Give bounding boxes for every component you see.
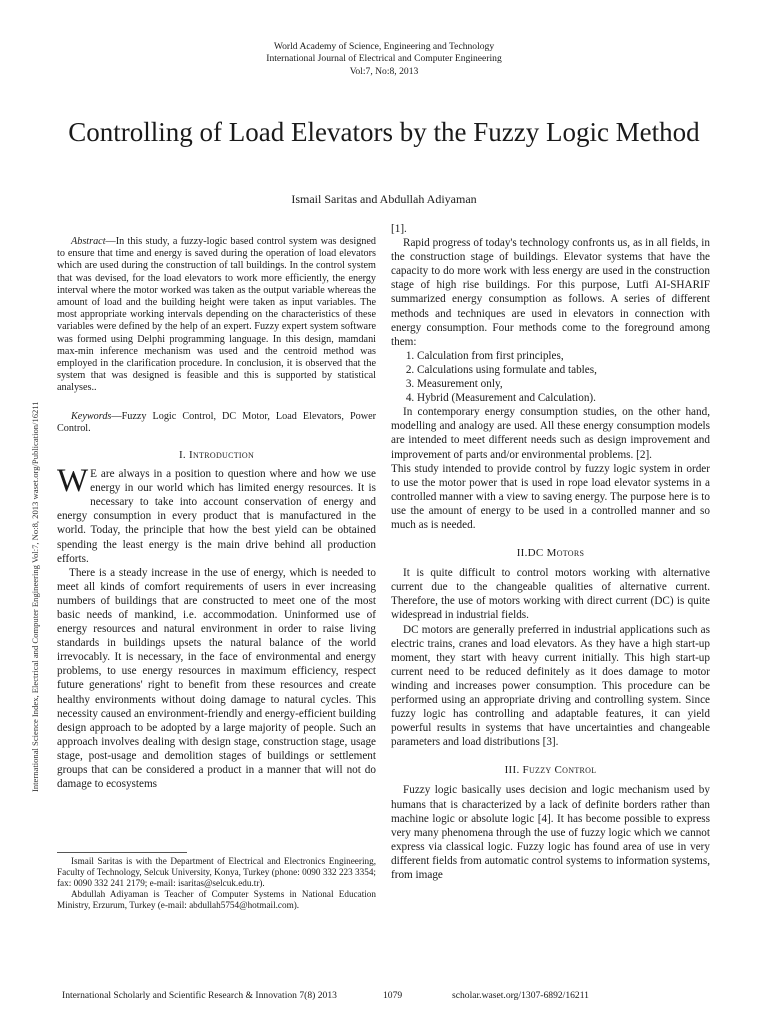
- section-heading-fuzzy-control: III. Fuzzy Control: [504, 764, 597, 777]
- method-list: [391, 349, 710, 405]
- page-number: 1079: [383, 990, 403, 1001]
- keywords-text: —Fuzzy Logic Control, DC Motor, Load Elevators, Power Control.: [57, 410, 376, 434]
- method-list-item: 1. Calculation from first principles,: [417, 349, 710, 363]
- right-paragraph-1: Rapid progress of today's technology confronts us, as in all fields, in the construction stage of buildings. Elevator systems that have the capacity to do more work with less energy are used in the construction stage of high rise buildings. For this purpose, Lutfi AI-SHARIF summarized energy consumption as follows. A series of different methods and techniques are used in elevators in connection with energy consumption. Four methods come to the foreground among them:: [391, 237, 710, 348]
- abstract-label: Abstract: [71, 236, 106, 247]
- method-list-item: 4. Hybrid (Measurement and Calculation).: [417, 391, 710, 405]
- right-paragraph-5: DC motors are generally preferred in industrial applications such as electric trains, cranes and load elevators. As they have a high start-up moment, they start with heavy current initially. This high start-up current need to be reduced definitely as it does damage to motor winding and increases power consumption. This procedure can be performed using an appropriate driving and controlling system. Since fuzzy logic has controlling and adaptable features, it can yield powerful results in systems that have uncertainties and changeable parameters and load distributions [3].: [391, 623, 710, 749]
- header-publisher: World Academy of Science, Engineering and Technology: [273, 41, 495, 52]
- left-column: [57, 236, 376, 791]
- right-paragraph-2: In contemporary energy consumption studies, on the other hand, modelling and analogy are used. All these energy consumption models are intended to meet different needs such as design improvement and improvement of parts and/or environmental problems. [2].: [391, 406, 710, 461]
- method-list-item: 2. Calculations using formulate and tables,: [417, 363, 710, 377]
- footer-publisher: International Scholarly and Scientific Research & Innovation 7(8) 2013: [62, 990, 337, 1001]
- right-paragraph-6: Fuzzy logic basically uses decision and logic mechanism used by humans that is characterized by a lack of definite borders rather than machine logic or absolute logic [4]. It has become possible to express very many phenomena through the use of fuzzy logic which we cannot express via classical logic. Fuzzy logic has found area of use in very different fields from automatic control systems to information systems, from image: [391, 784, 710, 882]
- right-paragraph-4: It is quite difficult to control motors working with alternative current due to the changeable qualities of alternative current. Therefore, the use of motors working with direct current (DC) is quite widespread in industrial fields.: [391, 567, 710, 622]
- reference-continuation: [1].: [391, 223, 407, 235]
- abstract-text: —In this study, a fuzzy-logic based control system was designed to ensure that time and energy is saved during the operation of load elevators which are used during the construction of tall buildings. In the control system that was devised, for the load elevators to work more efficiently, the energy interval where the motor worked was taken as the output variable whereas the amount of load and the building height were taken as input variables. The most appropriate working intervals depending on the characteristics of these variables were defined by the help of an expert. Fuzzy expert system software was formed using Delphi programming language. In this design, mamdani max-min inference mechanism was used and the centroid method was employed in the clarification procedure. In conclusion, it is observed that the system that was designed is feasible and this is supported by statistical analyses..: [57, 236, 376, 394]
- footnote-1: Ismail Saritas is with the Department of Electrical and Electronics Engineering, Faculty of Technology, Selcuk University, Konya, Turkey (phone: 0090 332 223 3354; fax: 0090 332 241 2179; e-mail: isaritas@selcuk.edu.tr).: [57, 856, 376, 889]
- intro-paragraph-1: [57, 463, 376, 566]
- side-citation-text: International Science Index, Electrical and Computer Engineering Vol:7, No:8, 2013 waset.org/Publication/16211: [30, 401, 40, 792]
- header-volume: Vol:7, No:8, 2013: [349, 65, 419, 77]
- footer-url: scholar.waset.org/1307-6892/16211: [452, 990, 589, 1001]
- method-list-item: 3. Measurement only,: [417, 377, 710, 391]
- right-column: [391, 222, 710, 882]
- drop-cap: W: [57, 463, 89, 500]
- keywords-label: Keywords: [71, 410, 112, 422]
- intro-paragraph-1-text: E are always in a position to question where and how we use energy in our world which has limited energy resources. It is necessary to take into account conservation of energy and energy consumption in every product that is manufactured in the world. Today, the principle that how the best yield can be obtained spending the least energy is the main drive behind all production efforts.: [57, 468, 376, 565]
- right-paragraph-3: This study intended to provide control by fuzzy logic system in order to use the motor power that is used in rope load elevator systems in a controlled manner with a view to saving energy. The purpose here is to use the amount of energy to be used in a controlled manner and so much as is needed.: [391, 462, 710, 531]
- section-heading-introduction: I. Introduction: [178, 449, 255, 462]
- paper-title: Controlling of Load Elevators by the Fuzzy Logic Method: [68, 117, 700, 147]
- section-heading-dc-motors: II.DC Motors: [516, 547, 585, 560]
- footnote-2: Abdullah Adiyaman is Teacher of Computer Systems in National Education Ministry, Erzurum, Turkey (e-mail: abdullah5754@hotmail.com).: [57, 889, 376, 911]
- paper-authors: Ismail Saritas and Abdullah Adiyaman: [291, 192, 477, 206]
- keywords: [57, 411, 376, 435]
- header-journal: International Journal of Electrical and Computer Engineering: [266, 53, 502, 65]
- journal-header: [0, 41, 768, 78]
- author-footnotes: [57, 856, 376, 911]
- footnote-divider: [57, 852, 187, 853]
- abstract: [57, 236, 376, 395]
- intro-paragraph-2: There is a steady increase in the use of energy, which is needed to meet all kinds of comfort requirements of users in ever increasing numbers of buildings that are constructed to meet one of the most basic needs of mankind, i.e. accommodation. Uninformed use of energy resources and natural environment in order to raise living standards in buildings upsets the natural balance of the world irrevocably. It is necessary, in the face of environmental and energy problems, to use energy resources in maximum efficiency, respect future generations' right to benefit from these resources and create healthy environments without doing damage to natural cycles. This necessity caused an environment-friendly and energy-efficient building design approach to be adopted by a large majority of people. Such an approach involves dealing with design stage, construction stage, usage stage, post-usage and demolition stages of buildings or settlement groups that can be considered a product in a manner that will not do damage to ecosystems: [57, 566, 376, 791]
